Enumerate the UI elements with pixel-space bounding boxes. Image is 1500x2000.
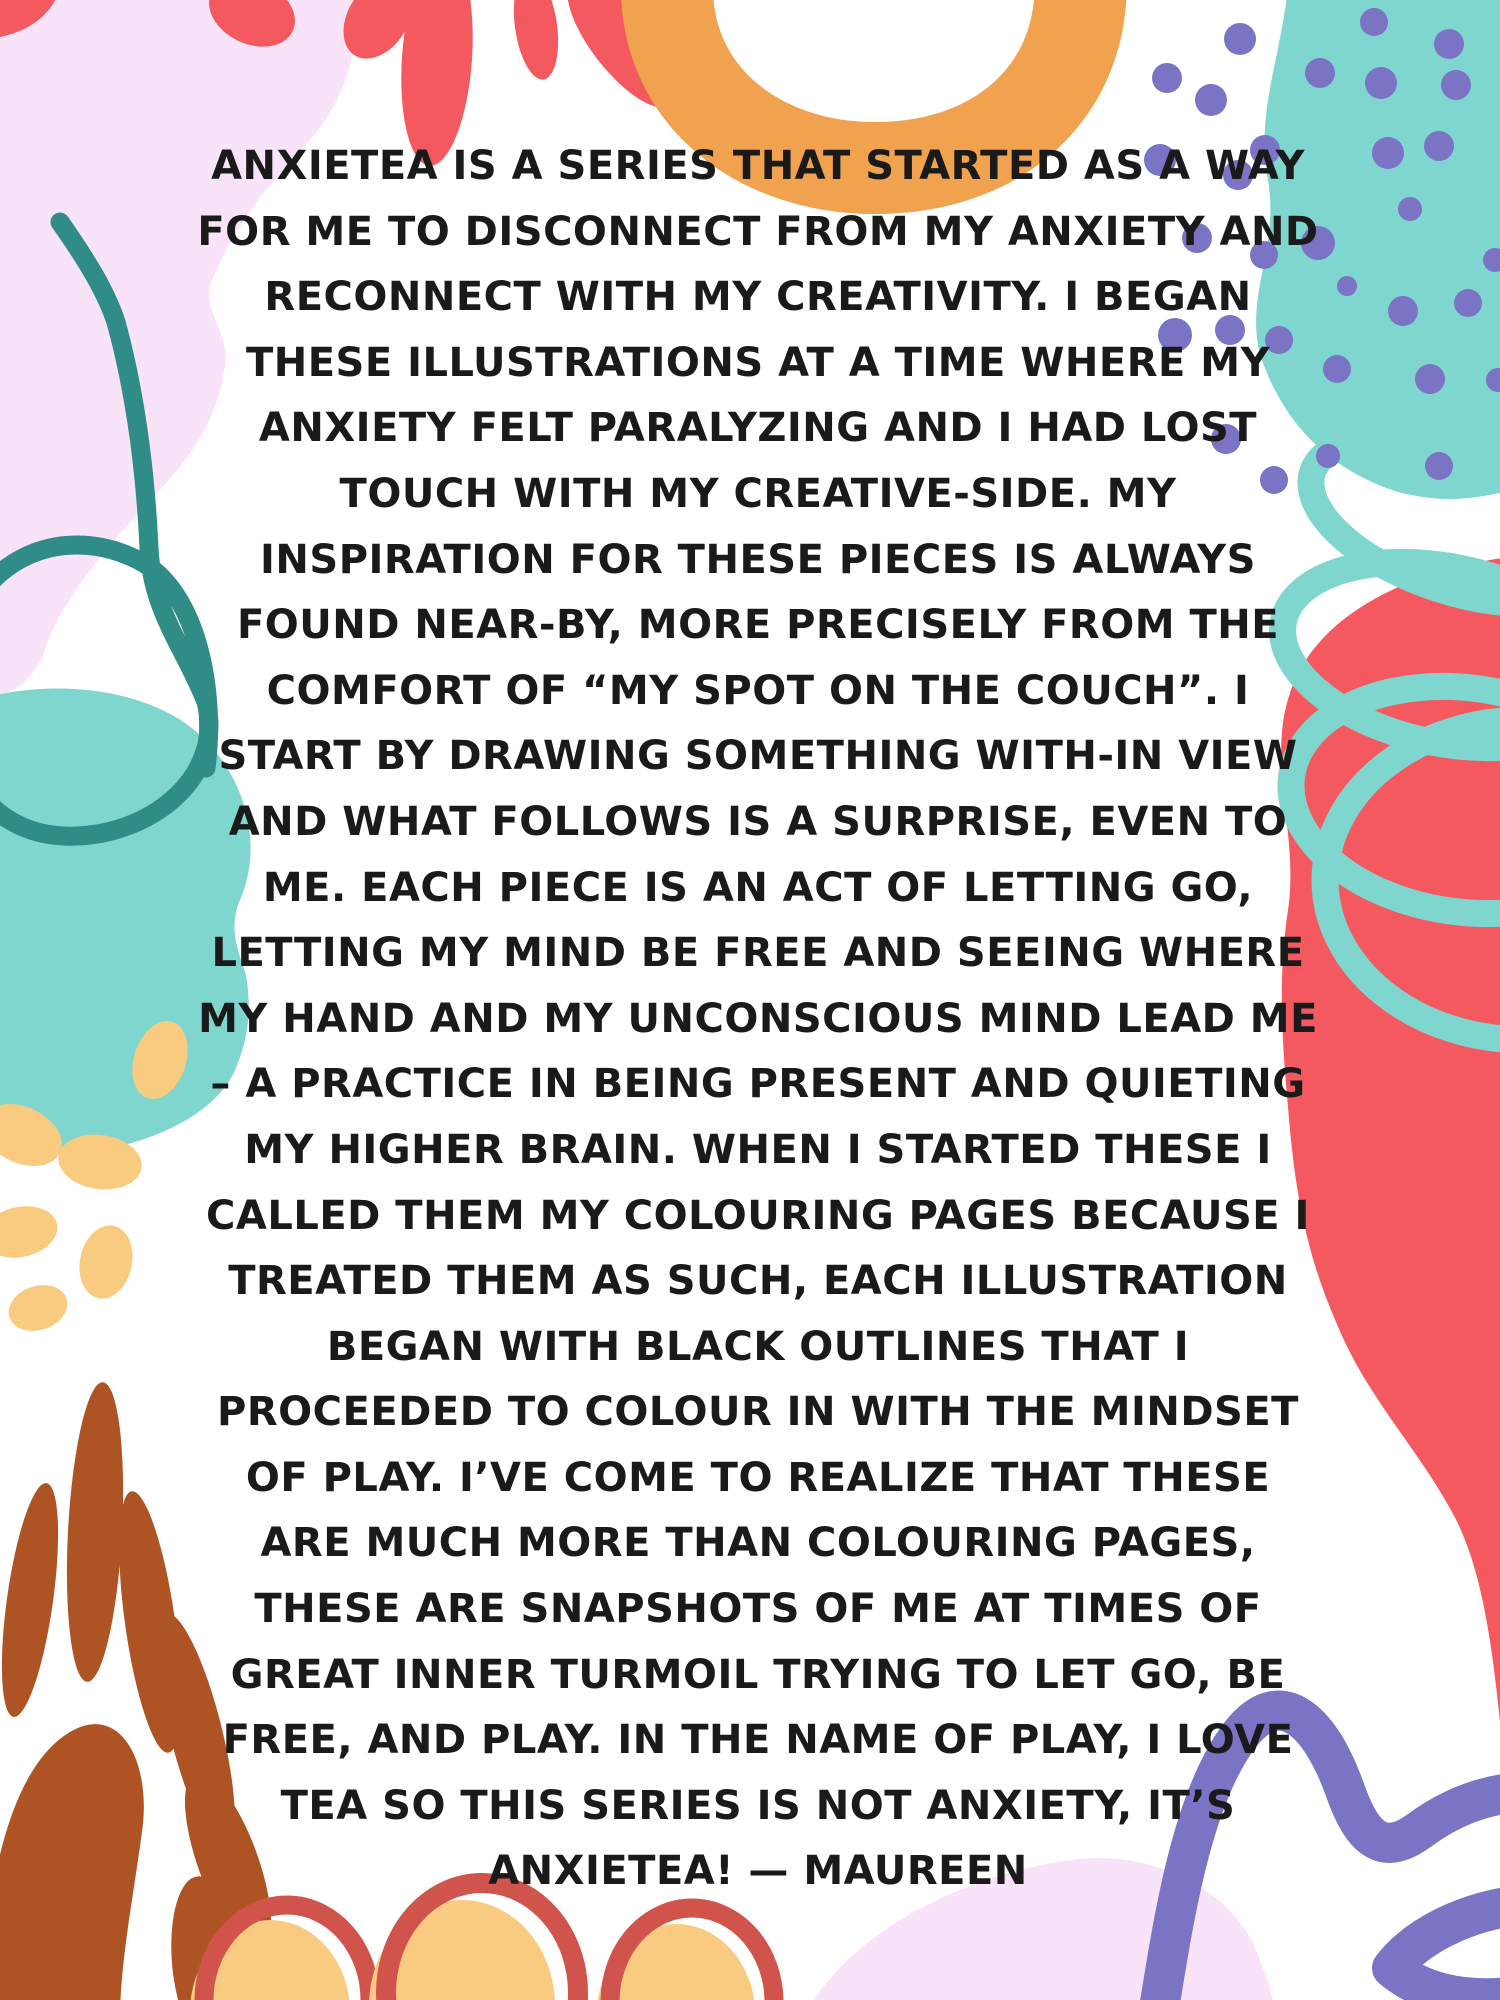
text-line: ANXIETY FELT PARALYZING AND I HAD LOST — [258, 405, 1258, 452]
paragraph-text — [118, 134, 1398, 1905]
purple-dot — [1398, 197, 1422, 221]
purple-dot — [1441, 70, 1471, 100]
text-line: OF PLAY. I’VE COME TO REALIZE THAT THESE — [245, 1454, 1271, 1501]
text-line: BEGAN WITH BLACK OUTLINES THAT I — [326, 1323, 1190, 1370]
text-line: FOUND NEAR-BY, MORE PRECISELY FROM THE — [236, 602, 1280, 649]
purple-dot — [1152, 63, 1182, 93]
text-line: PROCEEDED TO COLOUR IN WITH THE MINDSET — [217, 1389, 1299, 1436]
text-line: – A PRACTICE IN BEING PRESENT AND QUIETING — [210, 1061, 1306, 1108]
purple-dot — [1415, 364, 1445, 394]
text-line: TEA SO THIS SERIES IS NOT ANXIETY, IT’S — [280, 1782, 1236, 1829]
purple-dot — [1425, 452, 1453, 480]
text-line: START BY DRAWING SOMETHING WITH-IN VIEW — [218, 733, 1298, 780]
text-line: THESE ARE SNAPSHOTS OF ME AT TIMES OF — [254, 1586, 1262, 1633]
text-line: ANXIETEA! — MAUREEN — [488, 1848, 1028, 1895]
text-line: AND WHAT FOLLOWS IS A SURPRISE, EVEN TO — [228, 798, 1288, 845]
purple-dot — [1195, 84, 1227, 116]
text-line: ARE MUCH MORE THAN COLOURING PAGES, — [260, 1520, 1256, 1567]
text-line: MY HAND AND MY UNCONSCIOUS MIND LEAD ME — [198, 995, 1318, 1042]
text-line: ME. EACH PIECE IS AN ACT OF LETTING GO, — [262, 864, 1254, 911]
text-line: MY HIGHER BRAIN. WHEN I STARTED THESE I — [244, 1126, 1272, 1173]
text-line: FOR ME TO DISCONNECT FROM MY ANXIETY AND — [197, 208, 1319, 255]
purple-dot — [1360, 8, 1388, 36]
text-line: TOUCH WITH MY CREATIVE-SIDE. MY — [339, 470, 1177, 517]
text-line: FREE, AND PLAY. IN THE NAME OF PLAY, I LOVE — [222, 1717, 1294, 1764]
text-line: TREATED THEM AS SUCH, EACH ILLUSTRATION — [228, 1258, 1288, 1305]
purple-dot — [1454, 289, 1482, 317]
text-line: ANXIETEA IS A SERIES THAT STARTED AS A WAY — [211, 143, 1305, 189]
text-line: GREAT INNER TURMOIL TRYING TO LET GO, BE — [230, 1651, 1286, 1698]
purple-dot — [1365, 67, 1397, 99]
text-line: CALLED THEM MY COLOURING PAGES BECAUSE I — [206, 1192, 1310, 1239]
text-line: RECONNECT WITH MY CREATIVITY. I BEGAN — [264, 274, 1252, 321]
purple-dot — [1305, 58, 1335, 88]
purple-dot — [1434, 29, 1464, 59]
text-line: INSPIRATION FOR THESE PIECES IS ALWAYS — [260, 536, 1256, 583]
text-line: THESE ILLUSTRATIONS AT A TIME WHERE MY — [245, 339, 1271, 386]
purple-dot — [1224, 23, 1256, 55]
purple-dot — [1424, 131, 1454, 161]
text-line: COMFORT OF “MY SPOT ON THE COUCH”. I — [266, 667, 1250, 714]
text-line: LETTING MY MIND BE FREE AND SEEING WHERE — [211, 930, 1305, 977]
